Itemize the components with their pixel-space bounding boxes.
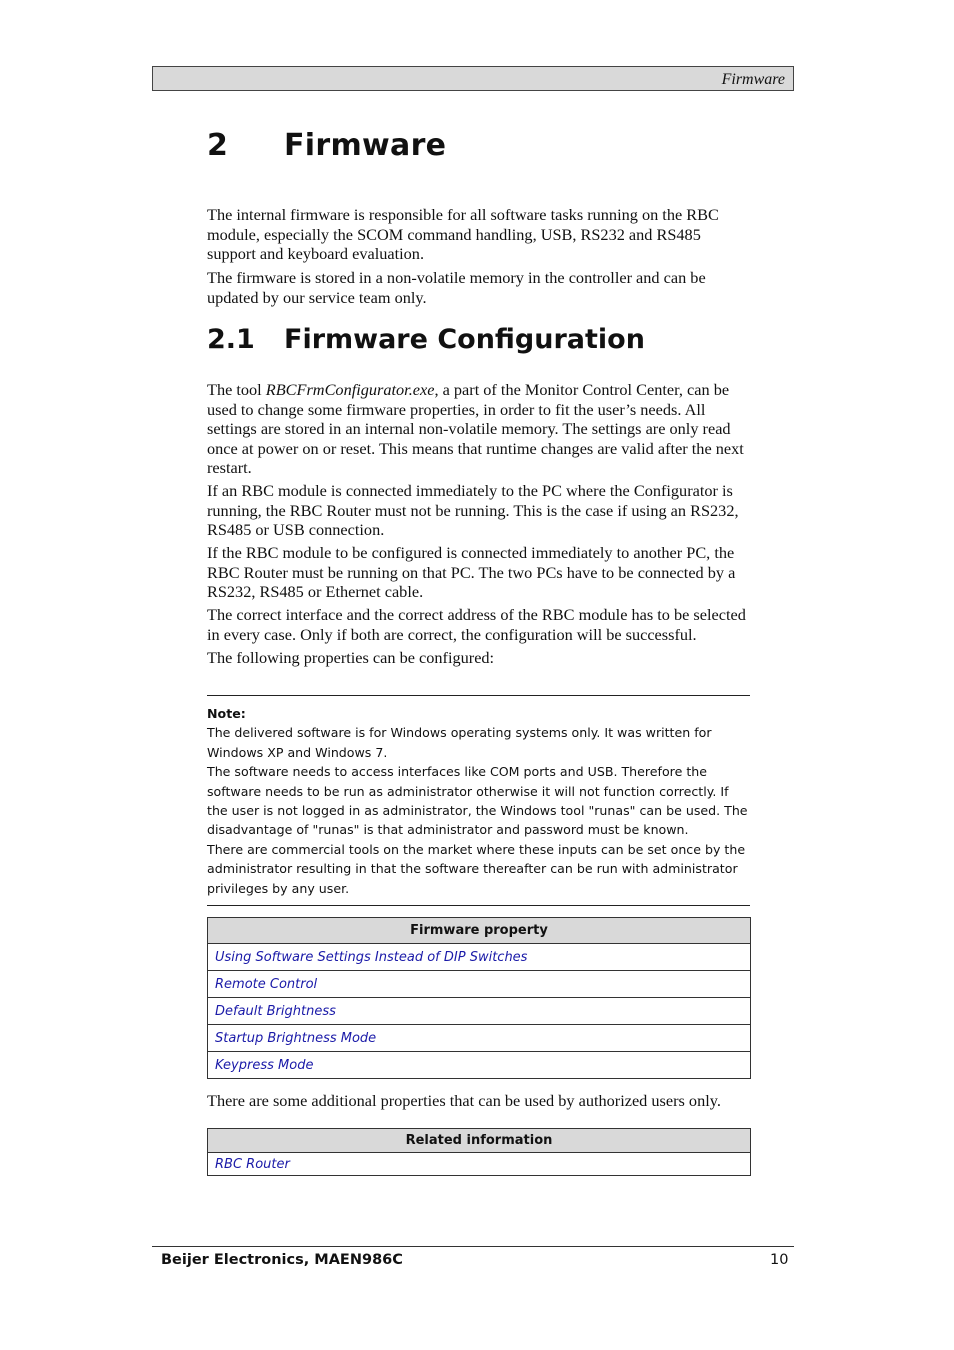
- table-row: [208, 1052, 751, 1079]
- intro-paragraph-1: The internal firmware is responsible for all software tasks running on the RBC module, especially the SCOM command handling, USB, RS232 and RS485 support and keyboard evaluation.: [207, 205, 719, 263]
- body-paragraph-3: If the RBC module to be configured is connected immediately to another PC, the RBC Router must be running on that PC. The two PCs have to be connected by a RS232, RS485 or Ethernet cable.: [207, 543, 736, 601]
- note-paragraph-1: The delivered software is for Windows operating systems only. It was written for Windows XP and Windows 7.: [207, 725, 712, 760]
- body-paragraph-1-post: , a part of the Monitor Control Center, can be used to change some firmware properties, in order to fit the user’s needs. All settings are stored in an internal non-volatile memory. The settings are only read once at power on or reset. This means that runtime changes are valid after the next restart.: [207, 380, 744, 477]
- note-title: Note:: [207, 706, 246, 721]
- chapter-title: Firmware: [284, 128, 447, 163]
- firmware-table-header: Firmware property: [208, 918, 751, 944]
- chapter-number: 2: [207, 128, 229, 163]
- tool-name: RBCFrmConfigurator.exe: [265, 380, 435, 399]
- related-table-header: Related information: [208, 1129, 751, 1153]
- running-header-title: Firmware: [721, 71, 785, 88]
- table-row: [208, 971, 751, 998]
- body-paragraph-1: [207, 380, 752, 478]
- section-title: Firmware Configuration: [284, 324, 645, 355]
- note-paragraph-3: There are commercial tools on the market where these inputs can be set once by the administrator resulting in that the software thereafter can be run with administrator privileges by any user.: [207, 841, 746, 896]
- additional-properties-text: There are some additional properties that can be used by authorized users only.: [207, 1091, 721, 1110]
- table-row: [208, 1153, 751, 1176]
- running-header: [152, 66, 794, 91]
- table-row: [208, 944, 751, 971]
- table-row: [208, 1025, 751, 1052]
- body-paragraph-4: The correct interface and the correct address of the RBC module has to be selected in every case. Only if both are correct, the configuration will be successful.: [207, 605, 746, 644]
- link-keypress-mode[interactable]: Keypress Mode: [215, 1057, 314, 1073]
- link-startup-brightness-mode[interactable]: Startup Brightness Mode: [215, 1030, 377, 1046]
- chapter-heading: [207, 128, 446, 163]
- intro-paragraph-2: The firmware is stored in a non-volatile memory in the controller and can be updated by our service team only.: [207, 268, 706, 307]
- section-heading: [207, 324, 645, 355]
- firmware-property-table: [207, 917, 751, 1079]
- note-box: [207, 695, 750, 906]
- footer-company: Beijer Electronics, MAEN986C: [161, 1252, 403, 1268]
- related-information-table: [207, 1128, 751, 1176]
- note-paragraph-2: The software needs to access interfaces like COM ports and USB. Therefore the software needs to be run as administrator otherwise it will not function correctly. If the user is not logged in as administrator, the Windows tool "runas" can be used. The disadvantage of "runas" is that administrator and password must be known.: [207, 764, 748, 838]
- section-number: 2.1: [207, 324, 255, 355]
- page-number: 10: [770, 1252, 789, 1268]
- body-paragraph-2: If an RBC module is connected immediately to the PC where the Configurator is running, the RBC Router must not be running. This is the case if using an RS232, RS485 or USB connection.: [207, 481, 739, 539]
- link-remote-control[interactable]: Remote Control: [215, 976, 318, 992]
- link-default-brightness[interactable]: Default Brightness: [215, 1003, 336, 1019]
- link-using-software-settings[interactable]: Using Software Settings Instead of DIP Switches: [215, 949, 528, 965]
- body-paragraph-5: The following properties can be configured:: [207, 648, 495, 667]
- link-rbc-router[interactable]: RBC Router: [215, 1156, 290, 1172]
- body-paragraph-1-pre: The tool: [207, 380, 266, 399]
- table-row: [208, 998, 751, 1025]
- footer-divider: [152, 1246, 794, 1247]
